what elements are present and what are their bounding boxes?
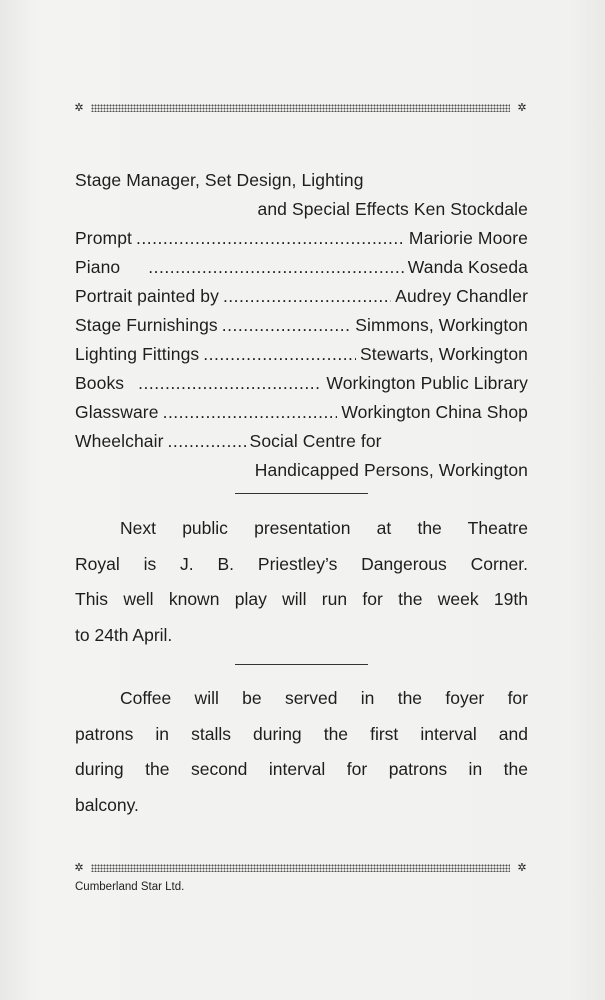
coffee-paragraph: [75, 681, 528, 823]
paragraph-line: This well known play will run for the week 19th: [75, 589, 528, 609]
dot-leader: [138, 369, 322, 398]
paragraph-line: Royal is J. B. Priestley’s Dangerous Corner.: [75, 553, 528, 574]
paragraph-line: to 24th April.: [75, 624, 173, 645]
credit-name: Stewarts, Workington: [360, 344, 528, 364]
credit-role-continued: and Special Effects Ken Stockdale: [257, 199, 528, 219]
credit-row: [75, 340, 528, 369]
credit-name: Simmons, Workington: [355, 315, 528, 335]
credit-role: Stage Manager, Set Design, Lighting: [75, 170, 364, 190]
star-ornament-icon: ✲: [74, 101, 84, 114]
credit-name: Mariorie Moore: [408, 228, 528, 248]
credit-role: Prompt: [75, 228, 133, 248]
credit-role: Wheelchair: [75, 431, 164, 451]
credit-role: Portrait painted by: [75, 286, 219, 306]
credit-role: Lighting Fittings: [75, 344, 200, 364]
credit-row: [75, 253, 528, 282]
dot-leader: [203, 340, 356, 369]
section-divider: [235, 493, 368, 494]
credit-row: [75, 427, 528, 456]
credit-row: [75, 166, 528, 195]
credit-row: [75, 224, 528, 253]
credit-role: Stage Furnishings: [75, 315, 218, 335]
section-divider: [235, 664, 368, 665]
star-ornament-icon: ✲: [517, 101, 527, 114]
paragraph-line: Coffee will be served in the foyer for: [120, 688, 528, 708]
credit-name: Wanda Koseda: [407, 257, 528, 277]
credit-name: Workington Public Library: [326, 373, 528, 393]
credit-row: [75, 311, 528, 340]
paragraph-line: patrons in stalls during the first interval and: [75, 723, 528, 744]
paragraph-line: Next public presentation at the Theatre: [120, 518, 528, 538]
credit-row: [75, 195, 528, 224]
printer-credit: Cumberland Star Ltd.: [75, 881, 185, 893]
paragraph-line: during the second interval for patrons in the: [75, 759, 528, 779]
bottom-ornamental-border: [73, 862, 528, 874]
dot-leader: [223, 282, 391, 311]
dotted-rule: [91, 864, 510, 872]
credit-role: Books: [75, 373, 125, 393]
credits-list: [75, 166, 528, 485]
paragraph-line: balcony.: [75, 794, 139, 815]
credit-role: Glassware: [75, 402, 159, 422]
dot-leader: [136, 224, 405, 253]
credit-row: [75, 456, 528, 485]
credit-name: Audrey Chandler: [395, 286, 528, 306]
top-ornamental-border: [73, 102, 528, 114]
credit-row: [75, 369, 528, 398]
star-ornament-icon: ✲: [74, 861, 84, 874]
credit-name: Social Centre for: [249, 431, 382, 451]
dotted-rule: [91, 104, 510, 112]
dot-leader: [168, 427, 246, 456]
star-ornament-icon: ✲: [517, 861, 527, 874]
credit-name: Workington China Shop: [341, 402, 528, 422]
credit-role: Piano: [75, 257, 121, 277]
credit-row: [75, 398, 528, 427]
credit-row: [75, 282, 528, 311]
next-presentation-paragraph: [75, 511, 528, 653]
dot-leader: [163, 398, 338, 427]
dot-leader: [222, 311, 351, 340]
credit-name-continued: Handicapped Persons, Workington: [254, 460, 528, 480]
dot-leader: [148, 253, 404, 282]
